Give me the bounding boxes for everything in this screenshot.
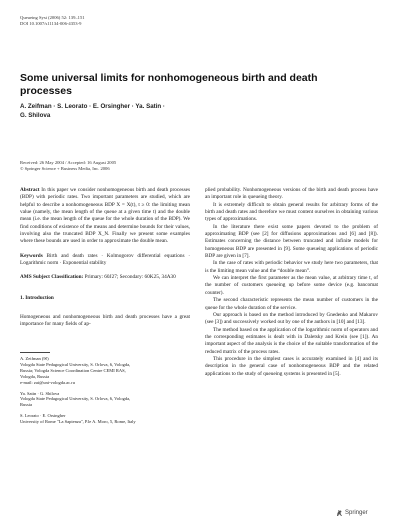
body-paragraph: In the literature there exist some papers devoted to the problem of approximating BDP (see [2] for diffusions approximations and [6] and [8]). Estimates concerning the distance between truncated and infinite models for homogeneous BDP are presented in [9]. Some queueing applications of periodic BDP are given in [7]. (205, 223, 378, 260)
body-paragraph: plied probability. Nonhomogeneous versions of the birth and death process have an important role in queueing theory. (205, 187, 378, 201)
body-paragraph: We can interpret the first parameter as the mean value, at arbitrary time t, of the number of customers queueing up before some device (e.g. bancomat counter). (205, 275, 378, 296)
body-paragraph: The method based on the application of the logarithmic norm of operators and the corresponding estimates is dealt with in Daletsky and Krein (see [1]). An important aspect of the analysis is the choice of the suitable transformation of the reduced matrix of the process rates. (205, 326, 378, 355)
right-column (205, 187, 378, 378)
journal-citation: Queueing Syst (2006) 52: 139–151 (20, 15, 85, 20)
publication-dates (20, 160, 116, 172)
affiliation-name: Ya. Satin · G. Shilova (20, 390, 60, 396)
paper-title: Some universal limits for nonhomogeneous birth and death processes (20, 72, 318, 97)
affiliation-line: Vologda State Pedagogical University, S. Orlova, 6, Vologda, (20, 361, 131, 367)
author-list (20, 103, 350, 120)
springer-logo (336, 509, 368, 517)
abstract-label: Abstract (20, 187, 40, 193)
affiliation-name: S. Leorato · E. Orsingher (20, 413, 66, 419)
springer-wordmark: Springer (345, 510, 368, 516)
footnote-divider (20, 352, 50, 353)
abstract (20, 187, 190, 246)
subject-classification (20, 274, 190, 281)
affiliation-leorato-orsingher (20, 413, 190, 425)
journal-info (20, 15, 85, 27)
body-paragraph: Our approach is based on the method introduced by Gnedenko and Makarov (see [3]) and successively worked out by one of the authors in [10] and [13]. (205, 311, 378, 326)
affiliation-line: Russia; Vologda Science Coordination Centre CEMI RAS, (20, 367, 126, 373)
affiliation-line: Russia (20, 402, 33, 408)
springer-horse-icon (336, 509, 343, 517)
introduction-text: Homogeneous and nonhomogeneous birth and death processes have a great importance for many fields of ap- (20, 314, 190, 328)
journal-doi: DOI 10.1007/s11134-006-4353-9 (20, 21, 82, 26)
body-paragraph: It is extremely difficult to obtain general results for arbitrary forms of the birth and death rates and therefore we must content ourselves in obtaining various types of approximations. (205, 201, 378, 223)
keywords-text: Birth and death rates · Kolmogorov differential equations · Logarithmic norm · Exponential stability (20, 252, 191, 267)
affiliation-line: Vologda, Russia (20, 373, 50, 379)
received-accepted: Received: 26 May 2004 / Accepted: 16 August 2005 (20, 160, 117, 165)
author-line-2: G. Shilova (20, 111, 51, 119)
affiliation-line: University of Rome "La Sapienza", P.le A. Moro, 5, Rome, Italy (20, 419, 136, 425)
body-paragraph: The second characteristic represents the mean number of customers in the queue for the whole duration of the service. (205, 297, 378, 311)
author-line-1: A. Zeifman · S. Leorato · E. Orsingher · Ya. Satin · (20, 103, 165, 110)
left-column (20, 187, 190, 329)
msc-label: AMS Subject Classification: (20, 274, 84, 281)
section-heading-introduction: 1. Introduction (20, 294, 54, 301)
affiliation-zeifman (20, 356, 190, 386)
keywords-label: Keywords (20, 252, 43, 259)
msc-text: Primary: 60J27; Secondary: 60K25, 34A30 (84, 274, 176, 281)
author-affiliations (20, 356, 190, 430)
copyright-line: © Springer Science + Business Media, Inc. 2006 (20, 166, 110, 171)
affiliation-line: Vologda State Pedagogical University, S. Orlova, 6, Vologda, (20, 396, 131, 402)
body-paragraph: In the case of rates with periodic behavior we study here two parameters, that is the limiting mean value and the “double mean”. (205, 260, 378, 274)
abstract-text: In this paper we consider nonhomogeneous birth and death processes (BDP) with periodic rates. Two important parameters are studied, which are helpful to describe a nonhomogeneous BDP X = X(t), t ≥ 0: the limiting mean value (namely, the mean length of the queue at a given time t) and the double mean (i.e. the mean length of the queue for the whole duration of the BDP). We find conditions of existence of the means and determine bounds for their values, involving also the truncated BDP X_N. Finally we present some examples where these bounds are used in order to approximate the double mean. (20, 187, 191, 245)
affiliation-email: e-mail: zai@uni-vologda.ac.ru (20, 379, 75, 385)
affiliation-satin-shilova (20, 391, 190, 409)
keywords (20, 253, 190, 268)
affiliation-name: A. Zeifman (✉) (20, 356, 49, 361)
body-paragraph: This procedure in the simplest cases is accurately examined in [4] and its description in the general case of nonhomogeneous BDP and the related applications to the study of queueing systems is presented in [5]. (205, 355, 378, 377)
